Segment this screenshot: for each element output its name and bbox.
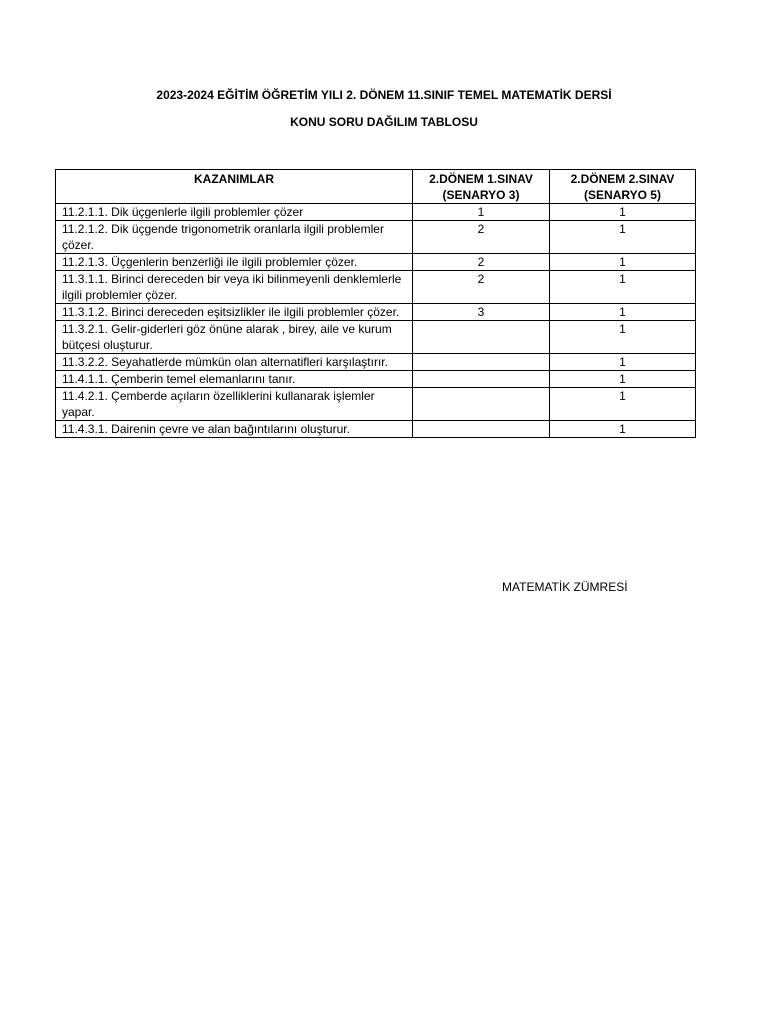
kazanim-cell: 11.2.1.1. Dik üçgenlerle ilgili problemler çözer (56, 204, 413, 221)
table-row (56, 388, 696, 421)
table-row (56, 354, 696, 371)
sinav2-cell: 1 (550, 371, 696, 388)
table-row (56, 271, 696, 304)
kazanim-cell: 11.3.1.1. Birinci dereceden bir veya iki bilinmeyenli denklemlerle ilgili problemler çözer. (56, 271, 413, 304)
kazanim-cell: 11.2.1.2. Dik üçgende trigonometrik oranlarla ilgili problemler çözer. (56, 221, 413, 254)
table-row (56, 321, 696, 354)
kazanim-cell: 11.4.3.1. Dairenin çevre ve alan bağıntılarını oluşturur. (56, 421, 413, 438)
sinav1-cell (413, 421, 550, 438)
kazanim-cell: 11.3.1.2. Birinci dereceden eşitsizlikler ile ilgili problemler çözer. (56, 304, 413, 321)
page-title: 2023-2024 EĞİTİM ÖĞRETİM YILI 2. DÖNEM 11.SINIF TEMEL MATEMATİK DERSİ (156, 88, 612, 102)
table-row (56, 221, 696, 254)
header-kazanimlar: KAZANIMLAR (56, 170, 413, 204)
sinav2-cell: 1 (550, 321, 696, 354)
sinav2-cell: 1 (550, 354, 696, 371)
sinav1-cell (413, 354, 550, 371)
table-row (56, 421, 696, 438)
sinav2-cell: 1 (550, 304, 696, 321)
sinav2-cell: 1 (550, 254, 696, 271)
kazanim-cell: 11.4.2.1. Çemberde açıların özelliklerini kullanarak işlemler yapar. (56, 388, 413, 421)
table-row (56, 204, 696, 221)
sinav1-cell: 2 (413, 221, 550, 254)
header-sinav-1: 2.DÖNEM 1.SINAV (SENARYO 3) (413, 170, 550, 204)
sinav1-cell: 1 (413, 204, 550, 221)
sinav1-cell: 2 (413, 254, 550, 271)
table-row (56, 254, 696, 271)
sinav1-cell (413, 371, 550, 388)
table-row (56, 371, 696, 388)
sinav2-cell: 1 (550, 221, 696, 254)
sinav2-cell: 1 (550, 204, 696, 221)
sinav2-cell: 1 (550, 388, 696, 421)
sinav1-cell: 2 (413, 271, 550, 304)
page-subtitle: KONU SORU DAĞILIM TABLOSU (290, 115, 478, 129)
kazanim-cell: 11.3.2.2. Seyahatlerde mümkün olan alternatifleri karşılaştırır. (56, 354, 413, 371)
question-distribution-table (55, 169, 696, 438)
sinav1-cell (413, 388, 550, 421)
sinav2-cell: 1 (550, 271, 696, 304)
table-header-row (56, 170, 696, 204)
kazanim-cell: 11.4.1.1. Çemberin temel elemanlarını tanır. (56, 371, 413, 388)
sinav2-cell: 1 (550, 421, 696, 438)
sinav1-cell (413, 321, 550, 354)
signature: MATEMATİK ZÜMRESİ (502, 580, 628, 594)
sinav1-cell: 3 (413, 304, 550, 321)
header-sinav-2: 2.DÖNEM 2.SINAV (SENARYO 5) (550, 170, 696, 204)
kazanim-cell: 11.2.1.3. Üçgenlerin benzerliği ile ilgili problemler çözer. (56, 254, 413, 271)
table-row (56, 304, 696, 321)
kazanim-cell: 11.3.2.1. Gelir-giderleri göz önüne alarak , birey, aile ve kurum bütçesi oluşturur. (56, 321, 413, 354)
